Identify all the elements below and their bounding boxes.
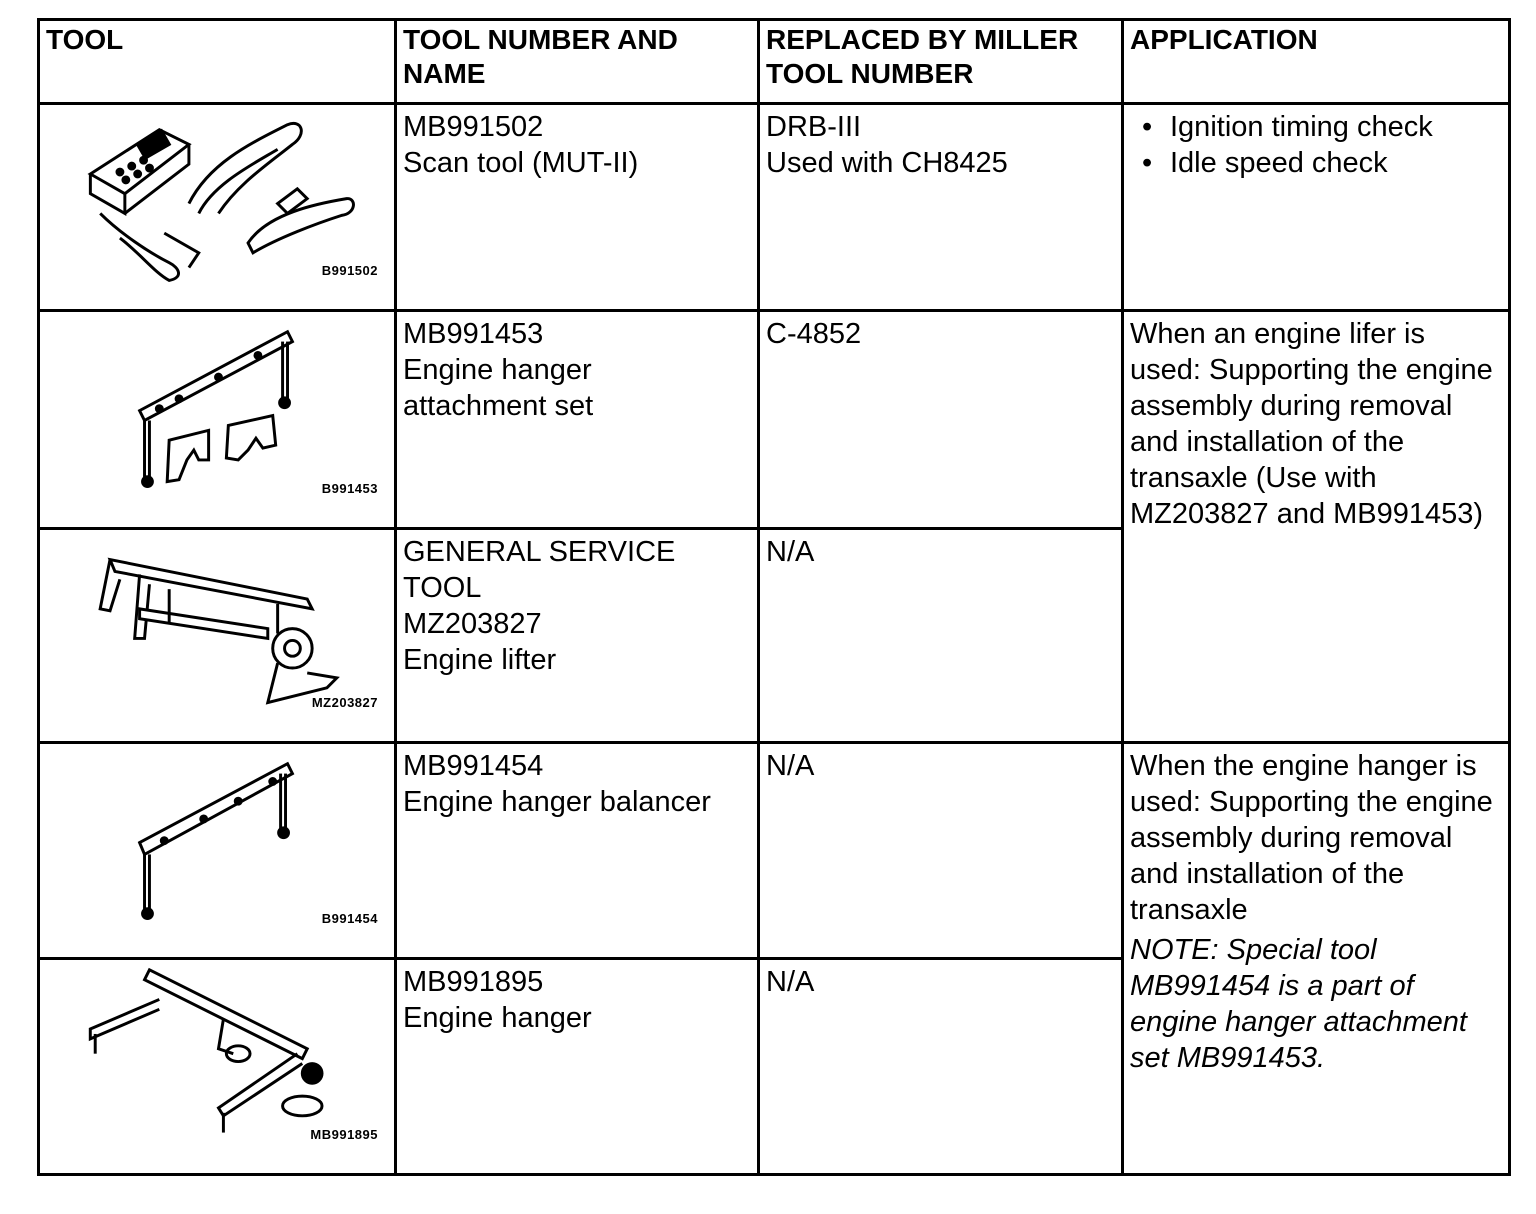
- tool-number: MZ203827: [403, 608, 542, 640]
- tool-image-cell: [39, 529, 396, 743]
- special-tools-table: [37, 18, 1511, 1176]
- tool-image-cell: [39, 311, 396, 529]
- application-cell: [1123, 311, 1510, 743]
- tool-image-cell: [39, 959, 396, 1175]
- list-item: • Ignition timing check: [1130, 109, 1502, 145]
- tool-image-cell: [39, 104, 396, 311]
- tool-caption: B991502: [321, 263, 378, 278]
- tool-caption: B991453: [321, 481, 378, 496]
- tool-number-cell: [396, 104, 759, 311]
- tool-number-cell: [396, 311, 759, 529]
- miller-tool-number: N/A: [766, 966, 815, 998]
- miller-tool-note: Used with CH8425: [766, 147, 1008, 179]
- tool-image-cell: [39, 743, 396, 959]
- tool-name: attachment set: [403, 390, 594, 422]
- tool-number: MB991502: [403, 111, 544, 143]
- tool-caption: B991454: [321, 911, 378, 926]
- tool-number: MB991895: [403, 966, 544, 998]
- tool-number: MB991453: [403, 318, 544, 350]
- replaced-by-cell: [759, 743, 1123, 959]
- tool-number-cell: [396, 959, 759, 1175]
- table-row: [39, 743, 1510, 959]
- tool-name: Engine lifter: [403, 644, 557, 676]
- application-note: NOTE: Special tool MB991454 is a part of engine hanger attachment set MB991453.: [1130, 934, 1467, 1074]
- miller-tool-number: DRB-III: [766, 111, 862, 143]
- tool-name: Engine hanger: [403, 354, 592, 386]
- miller-tool-number: C-4852: [766, 318, 862, 350]
- tool-category: GENERAL SERVICE: [403, 536, 676, 568]
- header-tool-number: TOOL NUMBER AND NAME: [396, 20, 759, 104]
- table-row: [39, 104, 1510, 311]
- list-item: • Idle speed check: [1130, 145, 1502, 181]
- replaced-by-cell: [759, 959, 1123, 1175]
- application-cell: [1123, 743, 1510, 1175]
- header-application: APPLICATION: [1123, 20, 1510, 104]
- tool-number-cell: [396, 743, 759, 959]
- tool-number-cell: [396, 529, 759, 743]
- tool-number: MB991454: [403, 750, 544, 782]
- tool-category: TOOL: [403, 572, 482, 604]
- tool-caption: MB991895: [310, 1127, 378, 1142]
- tool-name: Engine hanger: [403, 1002, 592, 1034]
- application-text: When an engine lifer is used: Supporting the engine assembly during removal and installation of the transaxle (Use with MZ203827 and MB991453): [1130, 318, 1493, 530]
- header-replaced-by: REPLACED BY MILLER TOOL NUMBER: [759, 20, 1123, 104]
- miller-tool-number: N/A: [766, 750, 815, 782]
- table-header-row: [39, 20, 1510, 104]
- application-cell: [1123, 104, 1510, 311]
- tool-caption: MZ203827: [311, 695, 378, 710]
- tool-name: Scan tool (MUT-II): [403, 147, 639, 179]
- replaced-by-cell: [759, 311, 1123, 529]
- table-row: [39, 311, 1510, 529]
- miller-tool-number: N/A: [766, 536, 815, 568]
- tool-name: Engine hanger balancer: [403, 786, 711, 818]
- replaced-by-cell: [759, 104, 1123, 311]
- application-list: [1130, 109, 1502, 181]
- replaced-by-cell: [759, 529, 1123, 743]
- header-tool: TOOL: [39, 20, 396, 104]
- application-text: When the engine hanger is used: Supporting the engine assembly during removal and installation of the transaxle: [1130, 750, 1493, 926]
